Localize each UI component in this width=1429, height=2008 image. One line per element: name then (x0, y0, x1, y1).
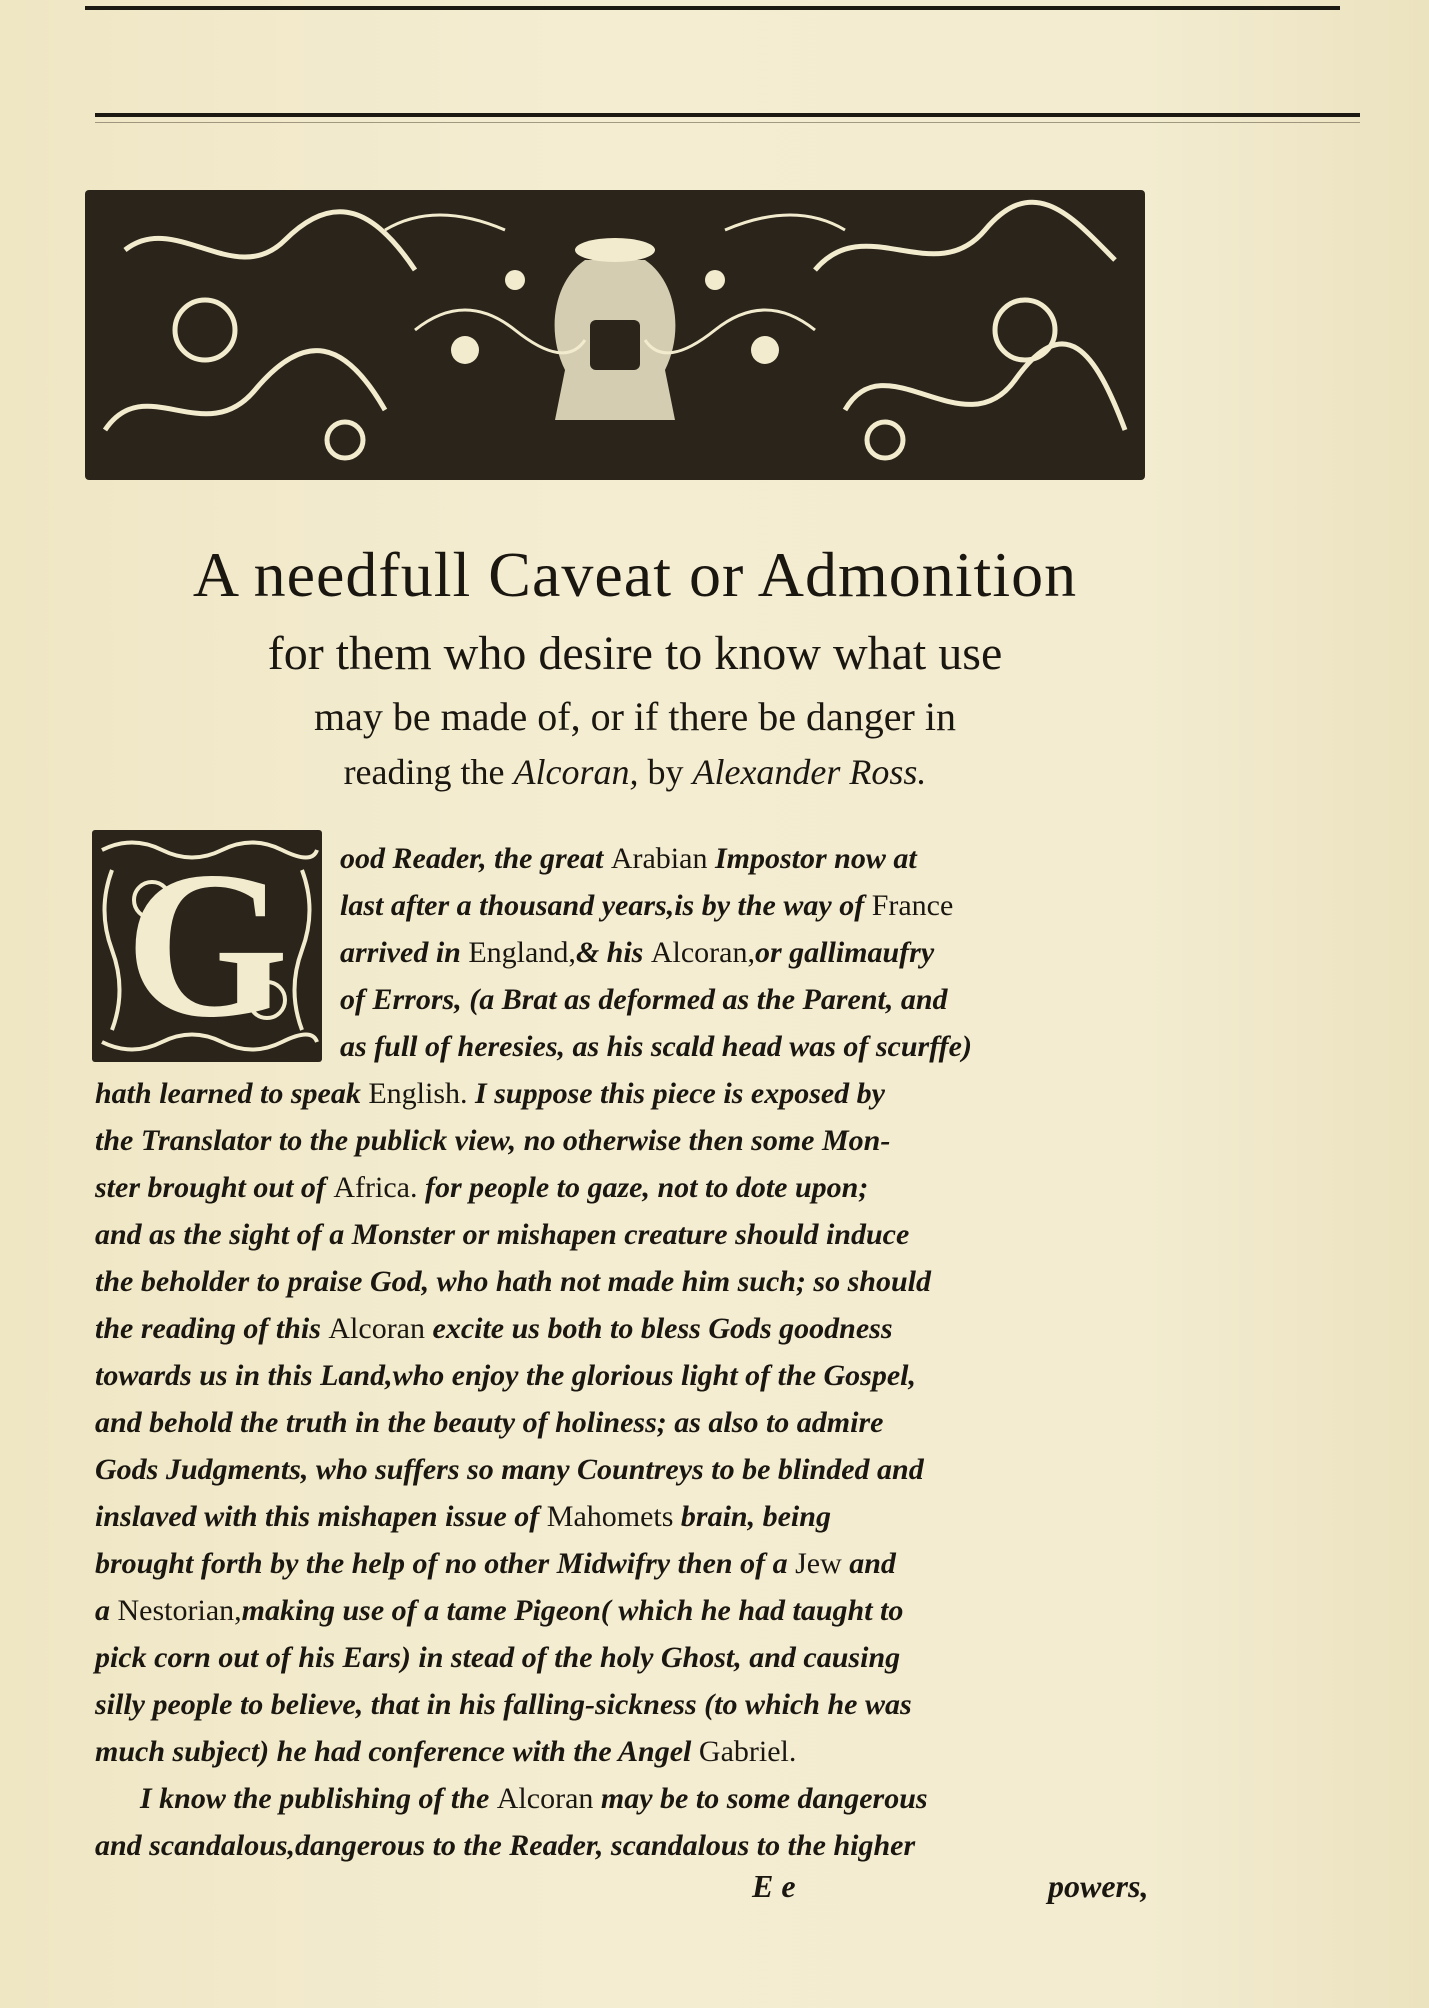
initial-letter: G (125, 830, 289, 1061)
body-line-20: much subject) he had conference with the Angel Gabriel. (95, 1735, 797, 1768)
ornamental-headpiece (85, 190, 1145, 480)
body-line-8: ster brought out of Africa. for people to gaze, not to dote upon; (95, 1171, 869, 1204)
title-by: by (647, 752, 684, 792)
body-line-14: Gods Judgments, who suffers so many Countreys to be blinded and (95, 1453, 924, 1486)
body-line-12: towards us in this Land,who enjoy the glorious light of the Gospel, (95, 1359, 917, 1392)
title-line-3: may be made of, or if there be danger in (314, 694, 956, 739)
body-line-3: arrived in England,& his Alcoran,or gallimaufry (340, 936, 935, 969)
header-rule-thin (95, 122, 1360, 123)
body-line-18: pick corn out of his Ears) in stead of the holy Ghost, and causing (95, 1641, 901, 1674)
body-line-21: I know the publishing of the Alcoran may be to some dangerous (140, 1782, 928, 1815)
body-line-19: silly people to believe, that in his falling-sickness (to which he was (95, 1688, 912, 1721)
body-line-9: and as the sight of a Monster or mishapen creature should induce (95, 1218, 910, 1251)
title-work: Alcoran, (513, 752, 639, 792)
body-line-15: inslaved with this mishapen issue of Mahomets brain, being (95, 1500, 831, 1533)
body-line-1: ood Reader, the great Arabian Impostor now at (340, 842, 917, 875)
body-line-13: and behold the truth in the beauty of holiness; as also to admire (95, 1406, 884, 1439)
title-author: Alexander Ross. (692, 752, 927, 792)
body-line-10: the beholder to praise God, who hath not made him such; so should (95, 1265, 931, 1298)
body-line-2: last after a thousand years,is by the way of France (340, 889, 954, 922)
title-block (85, 530, 1185, 798)
title-line-4 (85, 746, 1185, 798)
title-line-1: A needfull Caveat or Admonition (192, 539, 1078, 610)
body-line-4: of Errors, (a Brat as deformed as the Parent, and (340, 983, 948, 1016)
catchword: powers, (1048, 1868, 1149, 1904)
body-line-5: as full of heresies, as his scald head was of scurffe) (340, 1030, 972, 1063)
header-rule (95, 113, 1360, 117)
body-line-11: the reading of this Alcoran excite us both to bless Gods goodness (95, 1312, 893, 1345)
body-line-6: hath learned to speak English. I suppose this piece is exposed by (95, 1077, 885, 1110)
decorated-initial (92, 830, 322, 1062)
body-line-16: brought forth by the help of no other Midwifry then of a Jew and (95, 1547, 896, 1580)
top-rule (85, 6, 1340, 10)
body-line-7: the Translator to the publick view, no otherwise then some Mon- (95, 1124, 891, 1157)
title-line-2: for them who desire to know what use (267, 627, 1003, 680)
title-line-4-prefix: reading the (343, 752, 505, 792)
body-line-22: and scandalous,dangerous to the Reader, scandalous to the higher (95, 1829, 916, 1862)
signature-mark: E e (752, 1868, 796, 1904)
body-line-17: a Nestorian,making use of a tame Pigeon( which he had taught to (95, 1594, 904, 1627)
